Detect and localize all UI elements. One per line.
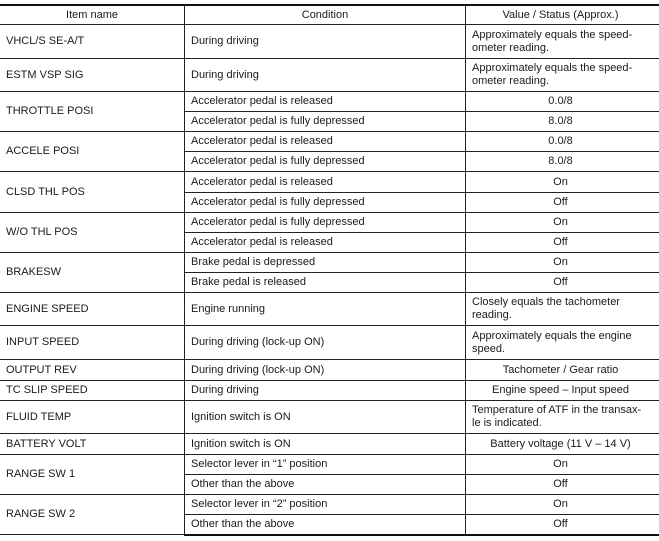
value-status-cell xyxy=(466,92,659,112)
condition-cell: Accelerator pedal is released xyxy=(185,233,466,253)
value-line: Tachometer / Gear ratio xyxy=(502,363,619,376)
item-name-cell: THROTTLE POSI xyxy=(0,92,185,132)
table-row xyxy=(0,59,659,92)
condition-cell: Selector lever in “1” position xyxy=(185,455,466,475)
item-name-cell: FLUID TEMP xyxy=(0,401,185,434)
value-status-cell xyxy=(466,326,659,360)
table-row xyxy=(0,172,659,193)
value-line: 0.0/8 xyxy=(548,135,573,147)
table-row xyxy=(0,434,659,455)
value-line: Engine speed – Input speed xyxy=(491,384,629,396)
table-row xyxy=(0,253,659,273)
value-status-cell xyxy=(466,253,659,273)
value-line: Off xyxy=(553,517,568,530)
condition-cell: Accelerator pedal is released xyxy=(185,132,466,152)
condition-cell: Accelerator pedal is fully depressed xyxy=(185,152,466,172)
item-name-cell: ENGINE SPEED xyxy=(0,293,185,326)
value-line: Off xyxy=(553,236,568,248)
item-name-cell: VHCL/S SE-A/T xyxy=(0,25,185,59)
condition-cell: Other than the above xyxy=(185,475,466,495)
condition-cell: Ignition switch is ON xyxy=(185,401,466,434)
table-row xyxy=(0,213,659,233)
item-status-table xyxy=(0,4,659,536)
item-name-cell: BATTERY VOLT xyxy=(0,434,185,455)
condition-cell: During driving xyxy=(185,25,466,59)
table-row xyxy=(0,381,659,401)
value-status-cell xyxy=(466,475,659,495)
condition-cell: Accelerator pedal is fully depressed xyxy=(185,112,466,132)
condition-cell: During driving xyxy=(185,59,466,92)
item-name-cell: OUTPUT REV xyxy=(0,360,185,381)
item-name-cell: ESTM VSP SIG xyxy=(0,59,185,92)
value-line: 0.0/8 xyxy=(548,95,573,107)
condition-cell: Accelerator pedal is released xyxy=(185,172,466,193)
table-row xyxy=(0,326,659,360)
value-line: Off xyxy=(553,196,568,208)
value-line: le is indicated. xyxy=(472,417,542,429)
table-row xyxy=(0,293,659,326)
value-line: ometer reading. xyxy=(472,41,550,54)
item-name-cell: RANGE SW 2 xyxy=(0,495,185,535)
value-status-cell xyxy=(466,495,659,515)
value-status-cell xyxy=(466,152,659,172)
header-value-status: Value / Status (Approx.) xyxy=(466,5,659,25)
condition-cell: Accelerator pedal is released xyxy=(185,92,466,112)
value-line: Off xyxy=(553,478,568,490)
condition-cell: Other than the above xyxy=(185,515,466,535)
value-status-cell xyxy=(466,434,659,455)
value-line: reading. xyxy=(472,309,512,321)
condition-cell: During driving (lock-up ON) xyxy=(185,360,466,381)
item-name-cell: INPUT SPEED xyxy=(0,326,185,360)
value-status-cell xyxy=(466,193,659,213)
value-line: On xyxy=(553,458,568,470)
value-status-cell xyxy=(466,515,659,535)
header-condition: Condition xyxy=(185,5,466,25)
value-status-cell xyxy=(466,455,659,475)
header-item-name: Item name xyxy=(0,5,185,25)
value-status-cell xyxy=(466,59,659,92)
item-name-cell: RANGE SW 1 xyxy=(0,455,185,495)
value-line: Approximately equals the speed- xyxy=(472,28,633,41)
condition-cell: Brake pedal is depressed xyxy=(185,253,466,273)
item-name-cell: TC SLIP SPEED xyxy=(0,381,185,401)
value-status-cell xyxy=(466,273,659,293)
value-line: Temperature of ATF in the transax- xyxy=(472,404,642,416)
table-row xyxy=(0,25,659,59)
condition-cell: Brake pedal is released xyxy=(185,273,466,293)
value-status-cell xyxy=(466,293,659,326)
condition-cell: Engine running xyxy=(185,293,466,326)
value-status-cell xyxy=(466,381,659,401)
table-row xyxy=(0,92,659,112)
value-status-cell xyxy=(466,360,659,381)
value-line: speed. xyxy=(472,342,506,355)
condition-cell: Accelerator pedal is fully depressed xyxy=(185,193,466,213)
table-header-row xyxy=(0,5,659,25)
value-status-cell xyxy=(466,172,659,193)
value-line: On xyxy=(553,498,568,510)
item-name-cell: W/O THL POS xyxy=(0,213,185,253)
value-status-cell xyxy=(466,233,659,253)
condition-cell: Selector lever in “2” position xyxy=(185,495,466,515)
table-row xyxy=(0,360,659,381)
table-row xyxy=(0,132,659,152)
value-line: Approximately equals the speed- xyxy=(472,62,633,74)
value-line: 8.0/8 xyxy=(548,115,573,127)
value-line: On xyxy=(553,256,568,268)
value-line: Approximately equals the engine xyxy=(472,329,632,342)
value-line: Battery voltage (11 V – 14 V) xyxy=(490,437,631,450)
value-line: ometer reading. xyxy=(472,75,550,87)
item-name-cell: BRAKESW xyxy=(0,253,185,293)
table-row xyxy=(0,455,659,475)
table-row xyxy=(0,401,659,434)
condition-cell: Ignition switch is ON xyxy=(185,434,466,455)
condition-cell: During driving xyxy=(185,381,466,401)
value-status-cell xyxy=(466,213,659,233)
table-body xyxy=(0,25,659,535)
value-status-cell xyxy=(466,112,659,132)
value-line: 8.0/8 xyxy=(548,155,573,167)
table-row xyxy=(0,495,659,515)
value-line: Closely equals the tachometer xyxy=(472,296,620,308)
value-status-cell xyxy=(466,25,659,59)
item-name-cell: ACCELE POSI xyxy=(0,132,185,172)
condition-cell: Accelerator pedal is fully depressed xyxy=(185,213,466,233)
item-name-cell: CLSD THL POS xyxy=(0,172,185,213)
condition-cell: During driving (lock-up ON) xyxy=(185,326,466,360)
value-line: On xyxy=(553,216,568,228)
value-line: On xyxy=(553,175,568,188)
value-line: Off xyxy=(553,276,568,288)
value-status-cell xyxy=(466,401,659,434)
value-status-cell xyxy=(466,132,659,152)
